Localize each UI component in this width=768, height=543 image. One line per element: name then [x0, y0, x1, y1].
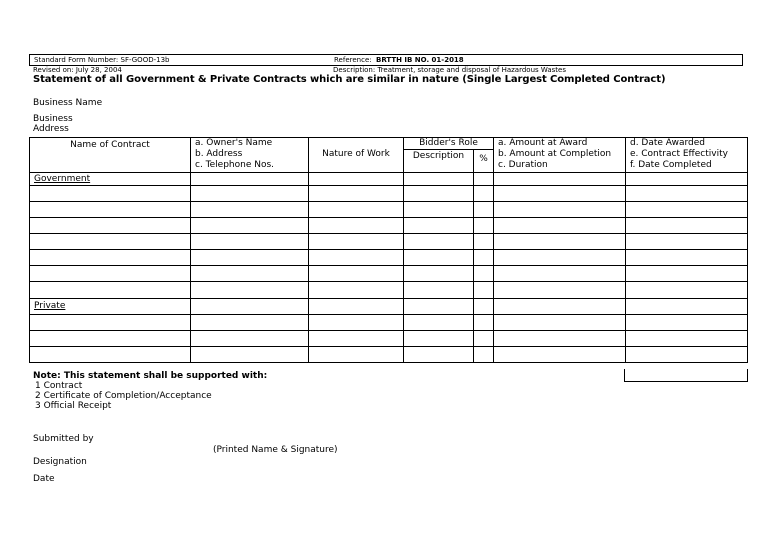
list-item: 3 Official Receipt	[35, 401, 112, 411]
header-dates	[626, 138, 748, 173]
section-row-private	[30, 299, 748, 315]
list-item: 1 Contract	[35, 381, 83, 391]
table-row	[30, 331, 748, 347]
header-amount	[494, 138, 626, 173]
reference-value: BRTTH IB NO. 01-2018	[376, 56, 464, 64]
table-row	[30, 282, 748, 299]
table-row	[30, 347, 748, 363]
date-column-extension	[624, 369, 748, 382]
business-name-label: Business Name	[33, 98, 103, 108]
header-owner	[191, 138, 309, 173]
header-nature-of-work: Nature of Work	[309, 138, 404, 173]
header-amount-completion: b. Amount at Completion	[498, 149, 612, 159]
section-row-government	[30, 173, 748, 186]
header-bidders-role: Bidder's Role	[404, 138, 494, 150]
header-owner-name: a. Owner's Name	[195, 138, 273, 148]
table-header-row	[30, 138, 748, 150]
header-amount-award: a. Amount at Award	[498, 138, 588, 148]
table-row	[30, 234, 748, 250]
page-title: Statement of all Government & Private Contracts which are similar in nature (Single Largest Completed Contract)	[33, 74, 666, 85]
table-row	[30, 266, 748, 282]
section-private-label: Private	[30, 299, 191, 315]
header-percent: %	[474, 150, 494, 173]
header-date-completed: f. Date Completed	[630, 160, 712, 170]
header-description: Description	[404, 150, 474, 173]
note-heading: Note: This statement shall be supported with:	[33, 371, 268, 381]
header-date-awarded: d. Date Awarded	[630, 138, 705, 148]
header-duration: c. Duration	[498, 160, 548, 170]
form-number: Standard Form Number: SF-GOOD-13b	[34, 56, 170, 64]
header-name-of-contract: Name of Contract	[30, 138, 191, 173]
table-row	[30, 202, 748, 218]
designation-label: Designation	[33, 457, 87, 467]
submitted-by-label: Submitted by	[33, 434, 94, 444]
revised-date: Revised on: July 28, 2004	[33, 66, 122, 74]
printed-name-label: (Printed Name & Signature)	[213, 445, 338, 455]
section-government-label: Government	[30, 173, 191, 186]
note-list	[35, 381, 212, 411]
reference-label: Reference:	[334, 56, 372, 64]
table-row	[30, 186, 748, 202]
header-owner-phone: c. Telephone Nos.	[195, 160, 275, 170]
business-address-label-1: Business	[33, 114, 73, 124]
header-contract-effectivity: e. Contract Effectivity	[630, 149, 728, 159]
table-row	[30, 315, 748, 331]
form-description: Description: Treatment, storage and disposal of Hazardous Wastes	[333, 66, 566, 74]
date-label: Date	[33, 474, 55, 484]
table-row	[30, 250, 748, 266]
form-header-box	[29, 54, 743, 66]
header-owner-address: b. Address	[195, 149, 243, 159]
table-row	[30, 218, 748, 234]
list-item: 2 Certificate of Completion/Acceptance	[35, 391, 212, 401]
contracts-table	[29, 137, 748, 363]
business-address-label-2: Address	[33, 124, 69, 134]
